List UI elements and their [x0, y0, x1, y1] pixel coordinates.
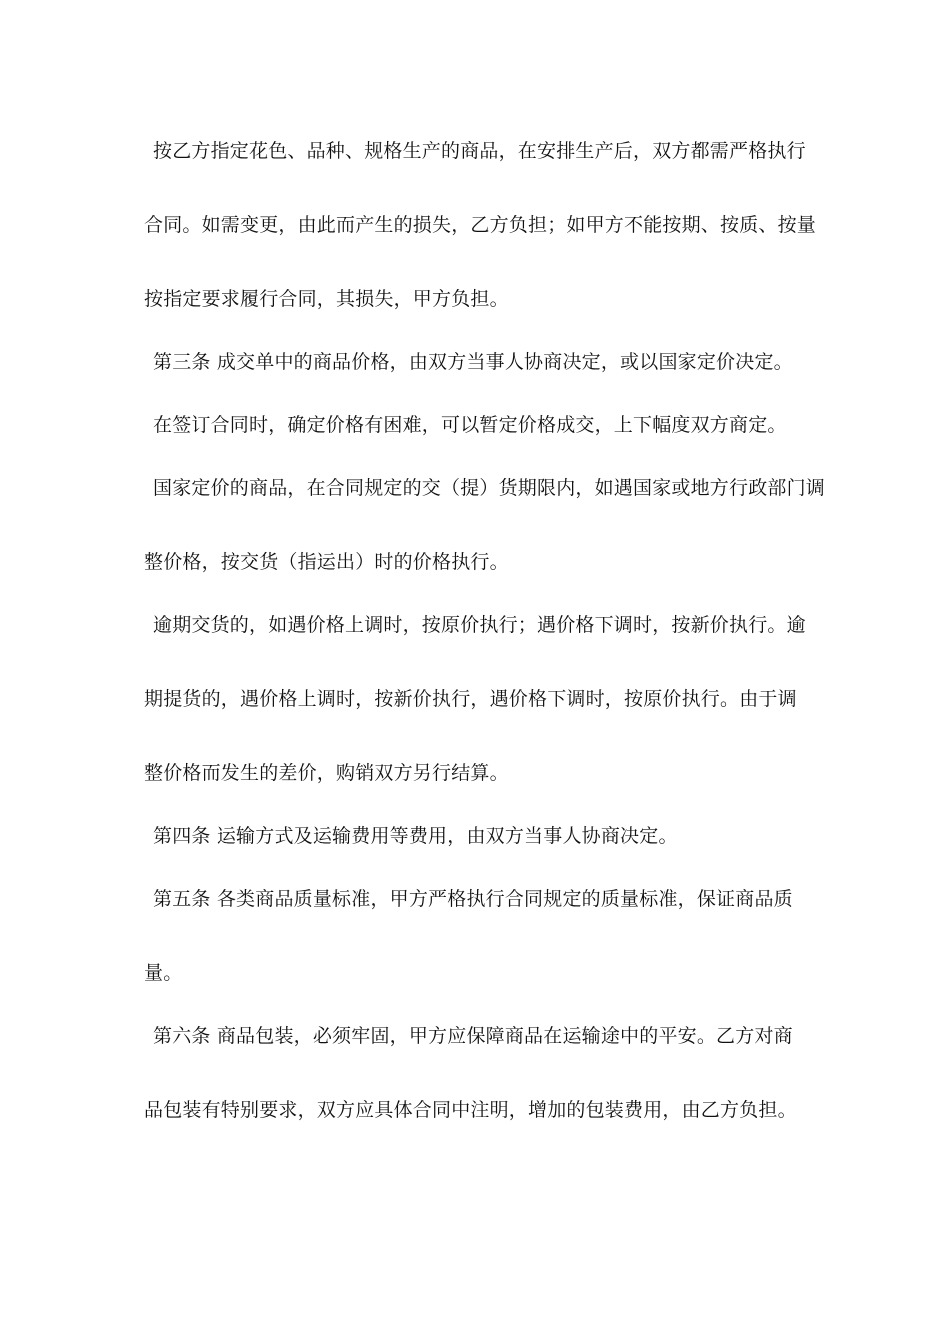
text-line-4: 第三条 成交单中的商品价格，由双方当事人协商决定，或以国家定价决定。	[153, 351, 793, 373]
text-line-2: 合同。如需变更，由此而产生的损失，乙方负担；如甲方不能按期、按质、按量	[144, 214, 817, 236]
text-line-8: 逾期交货的，如遇价格上调时，按原价执行；遇价格下调时，按新价执行。逾	[153, 614, 806, 636]
text-line-13: 量。	[144, 962, 183, 984]
text-line-10: 整价格而发生的差价，购销双方另行结算。	[144, 762, 509, 784]
text-line-7: 整价格，按交货（指运出）时的价格执行。	[144, 551, 509, 573]
text-line-3: 按指定要求履行合同，其损失，甲方负担。	[144, 288, 509, 310]
text-line-11: 第四条 运输方式及运输费用等费用，由双方当事人协商决定。	[153, 825, 678, 847]
text-line-1: 按乙方指定花色、品种、规格生产的商品，在安排生产后，双方都需严格执行	[153, 140, 806, 162]
text-line-5: 在签订合同时，确定价格有困难，可以暂定价格成交，上下幅度双方商定。	[153, 414, 787, 436]
text-line-15: 品包装有特别要求，双方应具体合同中注明，增加的包装费用，由乙方负担。	[144, 1099, 797, 1121]
text-line-14: 第六条 商品包装，必须牢固，甲方应保障商品在运输途中的平安。乙方对商	[153, 1025, 793, 1047]
text-line-12: 第五条 各类商品质量标准，甲方严格执行合同规定的质量标准，保证商品质	[153, 888, 793, 910]
text-line-9: 期提货的，遇价格上调时，按新价执行，遇价格下调时，按原价执行。由于调	[144, 688, 797, 710]
text-line-6: 国家定价的商品，在合同规定的交（提）货期限内，如遇国家或地方行政部门调	[153, 477, 826, 499]
